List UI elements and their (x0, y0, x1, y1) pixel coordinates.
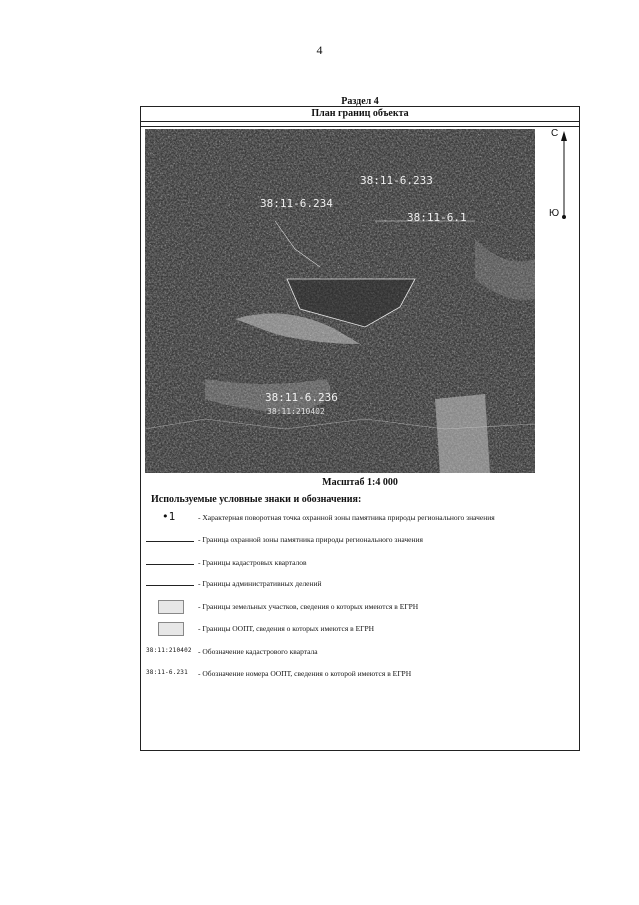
compass-south-label: Ю (549, 208, 560, 219)
legend-item (141, 666, 579, 684)
legend-text: - Границы ООПТ, сведения о которых имеются в ЕГРН (198, 624, 375, 633)
legend-symbol (146, 621, 196, 639)
legend-text: - Границы административных делений (198, 579, 322, 588)
compass-north-label: С (551, 128, 559, 139)
oopt-code-symbol: 38:11-6.231 (146, 669, 188, 676)
map-label: 38:11:210402 (267, 407, 325, 416)
legend-text: - Границы земельных участков, сведения о которых имеются в ЕГРН (198, 602, 419, 611)
aerial-map (145, 129, 535, 473)
legend-item (141, 599, 579, 617)
legend-text: - Характерная поворотная точка охранной зоны памятника природы регионального значения (198, 513, 495, 522)
legend-item (141, 532, 579, 550)
scale-label: Масштаб 1:4 000 (322, 477, 398, 488)
page-number: 4 (316, 43, 323, 57)
legend-symbol (146, 510, 196, 528)
legend-text: - Граница охранной зоны памятника природы регионального значения (198, 535, 423, 544)
section-title: Раздел 4 (341, 96, 379, 107)
legend-symbol (146, 599, 196, 617)
legend-text: - Границы кадастровых кварталов (198, 558, 307, 567)
map-label: 38:11-6.1 (407, 211, 467, 224)
map-label: 38:11-6.233 (360, 174, 433, 187)
legend-item (141, 621, 579, 639)
legend-symbol (146, 555, 196, 573)
cadastral-code-symbol: 38:11:210402 (146, 647, 192, 654)
plan-title: План границ объекта (141, 107, 579, 122)
legend-text: - Обозначение кадастрового квартала (198, 647, 318, 656)
legend-symbol (146, 532, 196, 550)
legend-symbol (146, 576, 196, 594)
legend-symbol (146, 666, 196, 684)
legend-item (141, 555, 579, 573)
legend-symbol (146, 644, 196, 662)
map-label: 38:11-6.236 (265, 391, 338, 404)
line-symbol (146, 564, 194, 565)
line-symbol (146, 541, 194, 542)
fill-symbol (158, 622, 184, 636)
legend-text: - Обозначение номера ООПТ, сведения о которой имеются в ЕГРН (198, 669, 412, 678)
divider (141, 126, 579, 127)
line-symbol (146, 585, 194, 586)
legend-item (141, 644, 579, 662)
legend-title: Используемые условные знаки и обозначения: (151, 494, 362, 505)
fill-symbol (158, 600, 184, 614)
plan-frame (140, 106, 580, 751)
legend-item (141, 576, 579, 594)
point-symbol: •1 (162, 510, 176, 523)
legend-item (141, 510, 579, 528)
map-label: 38:11-6.234 (260, 197, 333, 210)
